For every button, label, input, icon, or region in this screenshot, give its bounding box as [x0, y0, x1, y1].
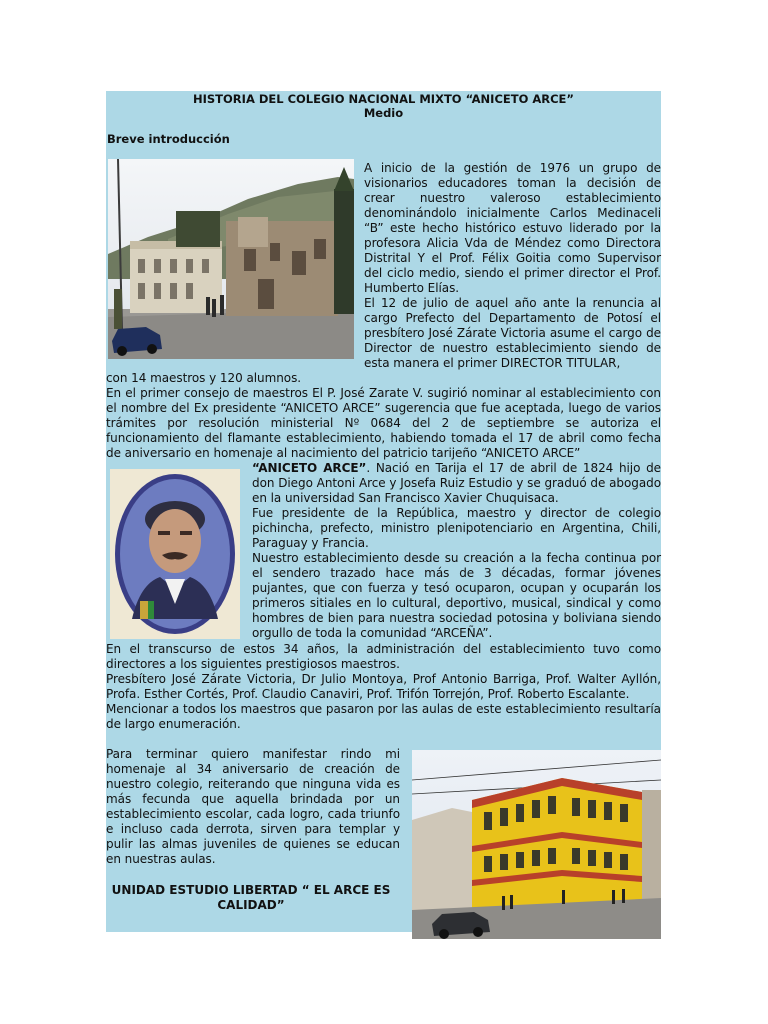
- document-title: HISTORIA DEL COLEGIO NACIONAL MIXTO “ANICETO ARCE”: [193, 92, 574, 106]
- para-legacy: Nuestro establecimiento desde su creación a la fecha continua por el sendero trazado hace más de 3 décadas, formar jóvenes pujantes, que con fuerza y tesó ocuparon, ocupan y ocuparán los primeros sitiales en lo cultural, deportivo, musical, sindical y como hombres de bien para nuestra sociedad potosina y boliviana siendo orgullo de toda la comunidad “ARCEÑA”.: [252, 551, 661, 640]
- document-subtitle: Medio: [363, 106, 404, 120]
- arce-birth-text: . Nació en Tarija el 17 de abril de 1824 hijo de don Diego Antoni Arce y Josefa Ruiz Estudio y se graduó de abogado en la universidad San Francisco Xavier Chuquisaca.: [252, 461, 661, 505]
- paragraph-1: [364, 161, 661, 371]
- para-naming: En el primer consejo de maestros El P. José Zarate V. sugirió nominar al establecimiento con el nombre del Ex presidente “ANICETO ARCE” sugerencia que fue aceptada, luego de varios trámites por resolución ministerial Nº 0684 del 2 de septiembre se autoriza el funcionamiento del flamante establecimiento, habiendo tomada el 17 de abril como fecha de aniversario en homenaje al nacimiento del patricio tarijeño “ANICETO ARCE”: [106, 386, 661, 460]
- para-directors-list: Presbítero José Zárate Victoria, Dr Julio Montoya, Prof Antonio Barriga, Prof. Walter Ayllón, Profa. Esther Cortés, Prof. Claudio Canaviri, Prof. Trifón Torrejón, Prof. Roberto Escalante.: [106, 672, 661, 701]
- arce-biography: [252, 461, 661, 641]
- para-arce-career: Fue presidente de la República, maestro y director de colegio pichincha, prefecto, ministro plenipotenciario en Argentina, Chili, Paraguay y Francia.: [252, 506, 661, 550]
- portrait-graphic: [110, 469, 240, 639]
- street-photo-graphic: [108, 159, 354, 359]
- para-directors-intro: En el transcurso de estos 34 años, la administración del establecimiento tuvo como directores a los siguientes prestigiosos maestros.: [106, 642, 661, 671]
- intro-heading: Breve introducción: [107, 132, 230, 146]
- arce-name: “ANICETO ARCE”: [252, 461, 367, 475]
- school-building-photo: [412, 750, 661, 939]
- para-teachers: Mencionar a todos los maestros que pasaron por las aulas de este establecimiento resultaría de largo enumeración.: [106, 702, 661, 731]
- portrait-aniceto-arce: [110, 469, 240, 639]
- para-teachers-count: con 14 maestros y 120 alumnos.: [106, 371, 302, 385]
- paragraph-directors: [106, 642, 661, 732]
- paragraph-2-continuation: [106, 371, 661, 461]
- school-photo-graphic: [412, 750, 661, 939]
- para-founding: A inicio de la gestión de 1976 un grupo de visionarios educadores toman la decisión de crear nuestro valeroso establecimiento denominándolo inicialmente Carlos Medinaceli “B” este hecho histórico estuvo liderado por la profesora Alicia Vda de Méndez como Directora Distrital Y el Prof. Félix Goitia como Supervisor del ciclo medio, siendo el primer director el Prof. Humberto Elías.: [364, 161, 661, 295]
- street-photo: [108, 159, 354, 359]
- closing-motto: UNIDAD ESTUDIO LIBERTAD “ EL ARCE ES CALIDAD”: [111, 883, 391, 912]
- para-arce-birth: [252, 461, 661, 506]
- document-page: [106, 91, 661, 932]
- paragraph-closing: [106, 747, 400, 867]
- para-tribute: Para terminar quiero manifestar rindo mi homenaje al 34 aniversario de creación de nuestro colegio, reiterando que ninguna vida es más fecunda que aquella brindada por un establecimiento escolar, cada logro, cada triunfo e incluso cada derrota, sirven para templar y pulir las almas juveniles de quienes se educan en nuestras aulas.: [106, 747, 400, 866]
- para-director: El 12 de julio de aquel año ante la renuncia al cargo Prefecto del Departamento de Potosí el presbítero José Zárate Victoria asume el cargo de Director de nuestro establecimiento siendo de esta manera el primer DIRECTOR TITULAR,: [364, 296, 661, 370]
